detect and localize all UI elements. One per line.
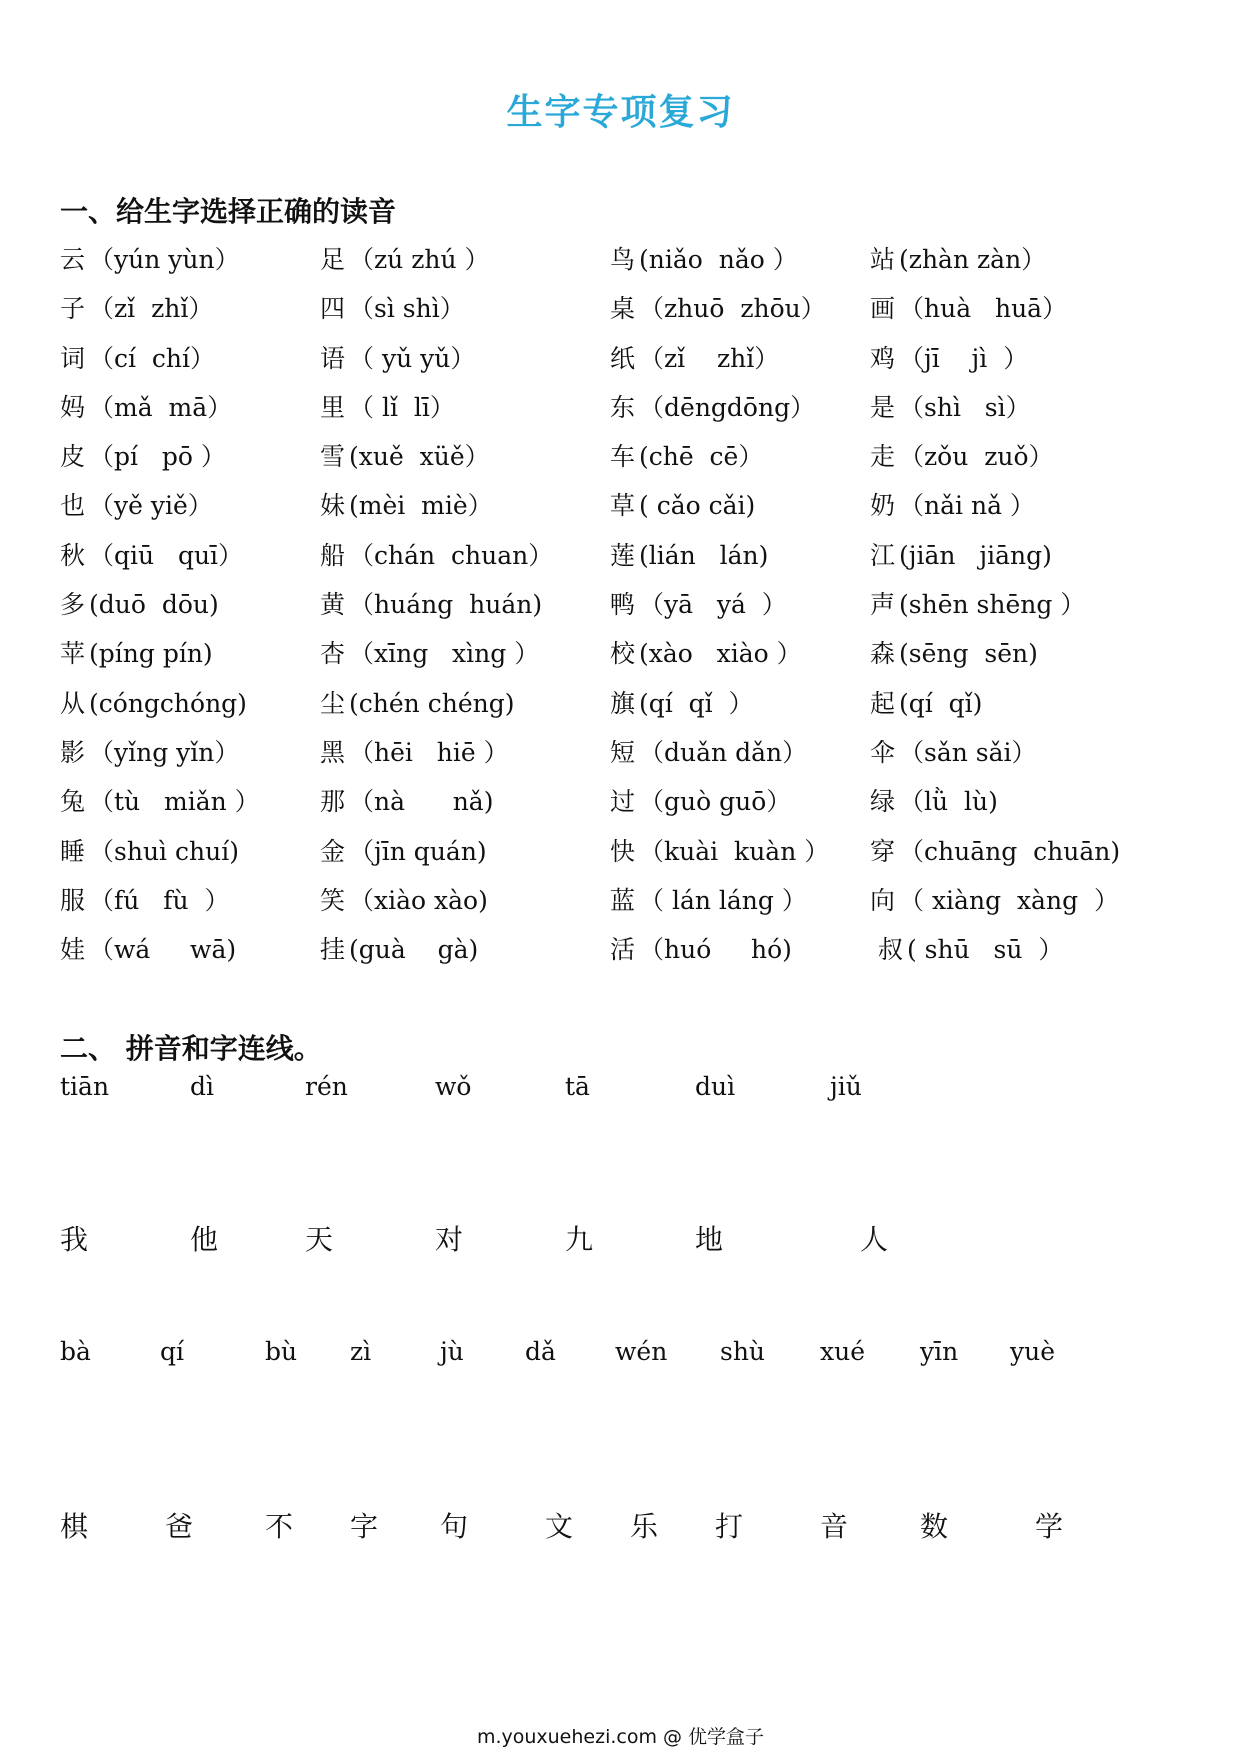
character: 词 [60, 343, 86, 373]
reading-item [610, 391, 815, 425]
pinyin-options: (duō dōu) [89, 590, 219, 620]
reading-item [320, 933, 478, 967]
reading-item [320, 884, 488, 918]
character: 娃 [60, 935, 86, 965]
pinyin-options: （yě yiě） [89, 491, 213, 521]
character: 秋 [60, 540, 86, 570]
character: 江 [870, 540, 896, 570]
reading-item [60, 292, 213, 326]
reading-item [60, 637, 213, 671]
pinyin-options: （yǐng yǐn） [89, 737, 240, 767]
pinyin-options: （huáng huán) [349, 590, 543, 620]
reading-item [870, 736, 1037, 770]
character: 站 [870, 245, 896, 274]
character: 过 [610, 787, 636, 817]
character-item: 打 [715, 1510, 744, 1543]
character: 兔 [60, 787, 86, 817]
question-row [60, 292, 1200, 341]
character-item: 对 [435, 1223, 464, 1256]
reading-item [610, 342, 779, 376]
reading-item [610, 440, 763, 474]
reading-item [320, 243, 490, 277]
character: 走 [870, 442, 896, 472]
character-item: 地 [695, 1223, 724, 1256]
character: 子 [60, 294, 86, 324]
question-row [60, 588, 1200, 637]
pinyin-options: （jīn quán) [349, 836, 487, 866]
character: 森 [870, 639, 896, 669]
character: 蓝 [610, 885, 636, 915]
pinyin-item: tā [565, 1072, 590, 1101]
pinyin-options: （fú fù ） [89, 885, 230, 915]
pinyin-options: (guà gà) [349, 935, 479, 965]
pinyin-options: ( shū sū ） [906, 935, 1064, 965]
pinyin-options: （ lán láng ） [639, 885, 807, 915]
pinyin-item: dǎ [525, 1337, 556, 1366]
character: 影 [60, 737, 86, 767]
pinyin-options: （yún yùn） [89, 245, 240, 274]
pinyin-item: yīn [920, 1337, 959, 1366]
pinyin-options: （zhuō zhōu） [639, 294, 826, 324]
pinyin-options: （xiào xào) [349, 885, 488, 915]
character: 叔 [870, 935, 903, 965]
character: 妹 [320, 491, 346, 521]
pinyin-item: rén [305, 1072, 348, 1101]
character: 鸟 [610, 245, 636, 274]
character: 从 [60, 688, 86, 718]
pinyin-options: （mǎ mā） [89, 392, 233, 422]
character: 那 [320, 787, 346, 817]
character: 四 [320, 294, 346, 324]
pinyin-options: (xuě xüě） [349, 442, 490, 472]
question-row [60, 539, 1200, 588]
reading-item [870, 539, 1052, 573]
character: 里 [320, 392, 346, 422]
reading-item [60, 440, 226, 474]
reading-item [60, 687, 247, 721]
pinyin-options: (sēng sēn) [899, 639, 1038, 669]
pinyin-options: （hēi hiē ） [349, 737, 509, 767]
question-row [60, 687, 1200, 736]
pinyin-item: jù [440, 1337, 464, 1366]
reading-item [870, 785, 998, 819]
character-item: 不 [265, 1510, 294, 1543]
reading-item [870, 342, 1028, 376]
reading-item [870, 489, 1035, 523]
character: 尘 [320, 688, 346, 718]
pinyin-options: （sǎn sǎi） [899, 737, 1037, 767]
reading-item [870, 243, 1046, 277]
reading-item [60, 835, 239, 869]
character-item: 九 [565, 1223, 594, 1256]
page-title: 生字专项复习 [506, 91, 735, 133]
reading-item [60, 785, 260, 819]
character-item: 学 [1035, 1510, 1064, 1543]
pinyin-item: bà [60, 1337, 91, 1366]
reading-item [60, 933, 236, 967]
pinyin-options: （ xiàng xàng ） [899, 885, 1119, 915]
pinyin-options: （huó hó) [639, 935, 792, 965]
character: 活 [610, 935, 636, 965]
character: 绿 [870, 787, 896, 817]
reading-item [320, 637, 539, 671]
pinyin-item: wǒ [435, 1072, 472, 1101]
pinyin-item: wén [615, 1337, 668, 1366]
question-row [60, 637, 1200, 686]
character: 皮 [60, 442, 86, 472]
pinyin-options: （sì shì） [349, 294, 465, 324]
pinyin-options: （zǐ zhǐ） [639, 343, 780, 373]
pinyin-options: （zú zhú ） [349, 245, 490, 274]
reading-item [610, 835, 829, 869]
character: 纸 [610, 343, 636, 373]
pinyin-options: （huà huā） [899, 294, 1068, 324]
character: 声 [870, 590, 896, 620]
character-item: 乐 [630, 1510, 659, 1543]
question-row [60, 785, 1200, 834]
pinyin-options: (qí qǐ ） [639, 688, 754, 718]
pinyin-options: （lǜ lù) [899, 787, 998, 817]
character: 画 [870, 294, 896, 324]
reading-item [60, 342, 215, 376]
pinyin-item: tiān [60, 1072, 110, 1101]
character: 向 [870, 885, 896, 915]
pinyin-options: （wá wā) [89, 935, 237, 965]
character-item: 爸 [165, 1510, 194, 1543]
pinyin-options: （qiū quī） [89, 540, 244, 570]
reading-item [60, 243, 240, 277]
pinyin-options: （jī jì ） [899, 343, 1029, 373]
character: 短 [610, 737, 636, 767]
pinyin-item: qí [160, 1337, 184, 1366]
character: 多 [60, 590, 86, 620]
character: 莲 [610, 540, 636, 570]
character-item: 人 [860, 1223, 889, 1256]
pinyin-options: （xīng xìng ） [349, 639, 540, 669]
pinyin-options: （pí pō ） [89, 442, 226, 472]
pinyin-options: （nǎi nǎ ） [899, 491, 1035, 521]
section-2-heading: 二、 拼音和字连线。 [60, 1032, 322, 1065]
pinyin-item: shù [720, 1337, 766, 1366]
reading-item [60, 391, 232, 425]
reading-item [610, 884, 807, 918]
pinyin-options: （cí chí） [89, 343, 216, 373]
reading-item [870, 835, 1120, 869]
reading-item [60, 884, 229, 918]
pinyin-item: yuè [1010, 1337, 1056, 1366]
character: 也 [60, 491, 86, 521]
footer-source: m.youxuehezi.com @ 优学盒子 [476, 1726, 765, 1748]
reading-item [320, 489, 493, 523]
character: 车 [610, 442, 636, 472]
reading-item [320, 736, 509, 770]
reading-item [870, 292, 1067, 326]
character: 妈 [60, 392, 86, 422]
reading-item [320, 292, 465, 326]
question-row [60, 933, 1200, 982]
reading-item [610, 243, 798, 277]
character: 穿 [870, 836, 896, 866]
character-item: 音 [820, 1510, 849, 1543]
character: 船 [320, 540, 346, 570]
character: 黑 [320, 737, 346, 767]
reading-item [610, 539, 768, 573]
pinyin-options: (niǎo nǎo ） [639, 245, 798, 274]
character: 睡 [60, 836, 86, 866]
character-item: 棋 [60, 1510, 89, 1543]
character: 苹 [60, 639, 86, 669]
character: 起 [870, 688, 896, 718]
reading-item [320, 440, 490, 474]
pinyin-options: （chán chuan） [349, 540, 554, 570]
character-item: 我 [60, 1223, 89, 1256]
question-row [60, 342, 1200, 391]
reading-item [320, 835, 487, 869]
pinyin-options: (xào xiào ） [639, 639, 802, 669]
reading-item [610, 588, 787, 622]
pinyin-options: (píng pín) [89, 639, 213, 669]
pinyin-options: (mèi miè） [349, 491, 493, 521]
character: 云 [60, 245, 86, 274]
reading-choice-grid [60, 243, 1200, 982]
character: 东 [610, 392, 636, 422]
question-row [60, 835, 1200, 884]
pinyin-options: ( cǎo cǎi) [639, 491, 756, 521]
reading-item [320, 588, 542, 622]
character: 是 [870, 392, 896, 422]
reading-item [60, 736, 239, 770]
question-row [60, 884, 1200, 933]
question-row [60, 440, 1200, 489]
pinyin-options: （ lǐ lī） [349, 392, 455, 422]
reading-item [870, 687, 982, 721]
character: 桌 [610, 294, 636, 324]
character: 快 [610, 836, 636, 866]
pinyin-options: (jiān jiāng) [899, 540, 1052, 570]
pinyin-options: （chuāng chuān) [899, 836, 1121, 866]
character-item: 字 [350, 1510, 379, 1543]
pinyin-options: （duǎn dǎn） [639, 737, 808, 767]
character: 黄 [320, 590, 346, 620]
character: 旗 [610, 688, 636, 718]
reading-item [610, 785, 791, 819]
character: 鸡 [870, 343, 896, 373]
pinyin-options: （zǒu zuǒ） [899, 442, 1054, 472]
pinyin-item: zì [350, 1337, 372, 1366]
pinyin-options: （guò guō） [639, 787, 792, 817]
character-item: 天 [305, 1223, 334, 1256]
pinyin-options: (qí qǐ) [899, 688, 983, 718]
character: 笑 [320, 885, 346, 915]
reading-item [610, 736, 807, 770]
character: 杏 [320, 639, 346, 669]
question-row [60, 391, 1200, 440]
pinyin-options: （kuài kuàn ） [639, 836, 830, 866]
reading-item [320, 342, 475, 376]
pinyin-item: jiǔ [830, 1072, 862, 1101]
character: 雪 [320, 442, 346, 472]
pinyin-options: (chē cē） [639, 442, 764, 472]
pinyin-options: (zhàn zàn） [899, 245, 1047, 274]
character: 奶 [870, 491, 896, 521]
pinyin-options: （shì sì） [899, 392, 1031, 422]
reading-item [610, 489, 755, 523]
reading-item [320, 687, 514, 721]
character: 校 [610, 639, 636, 669]
pinyin-options: (lián lán) [639, 540, 769, 570]
character: 服 [60, 885, 86, 915]
question-row [60, 736, 1200, 785]
character: 金 [320, 836, 346, 866]
pinyin-options: （dēngdōng） [639, 392, 816, 422]
pinyin-item: bù [265, 1337, 298, 1366]
reading-item [60, 539, 243, 573]
character-item: 他 [190, 1223, 219, 1256]
character-item: 文 [545, 1510, 574, 1543]
reading-item [320, 391, 455, 425]
reading-item [870, 884, 1119, 918]
reading-item [60, 489, 213, 523]
reading-item [60, 588, 219, 622]
pinyin-options: （shuì chuí) [89, 836, 239, 866]
pinyin-options: （ yǔ yǔ） [349, 343, 476, 373]
pinyin-options: （nà nǎ) [349, 787, 494, 817]
character: 足 [320, 245, 346, 274]
reading-item [610, 292, 826, 326]
question-row [60, 489, 1200, 538]
pinyin-options: (chén chéng) [349, 688, 515, 718]
pinyin-options: （yā yá ） [639, 590, 787, 620]
reading-item [320, 785, 493, 819]
reading-item [610, 637, 802, 671]
pinyin-item: xué [820, 1337, 865, 1366]
pinyin-options: (cóngchóng) [89, 688, 247, 718]
character-item: 句 [440, 1510, 469, 1543]
section-1-heading: 一、给生字选择正确的读音 [60, 195, 397, 228]
character: 鸭 [610, 590, 636, 620]
character: 草 [610, 491, 636, 521]
reading-item [870, 933, 1063, 967]
pinyin-item: dì [190, 1072, 214, 1101]
character: 伞 [870, 737, 896, 767]
pinyin-options: （zǐ zhǐ） [89, 294, 214, 324]
character: 语 [320, 343, 346, 373]
reading-item [610, 687, 754, 721]
pinyin-options: （tù miǎn ） [89, 787, 260, 817]
pinyin-item: duì [695, 1072, 736, 1101]
reading-item [870, 391, 1031, 425]
reading-item [320, 539, 553, 573]
character: 挂 [320, 935, 346, 965]
character-item: 数 [920, 1510, 949, 1543]
pinyin-options: (shēn shēng ） [899, 590, 1086, 620]
reading-item [870, 440, 1054, 474]
reading-item [870, 637, 1038, 671]
question-row [60, 243, 1200, 292]
reading-item [610, 933, 792, 967]
reading-item [870, 588, 1085, 622]
